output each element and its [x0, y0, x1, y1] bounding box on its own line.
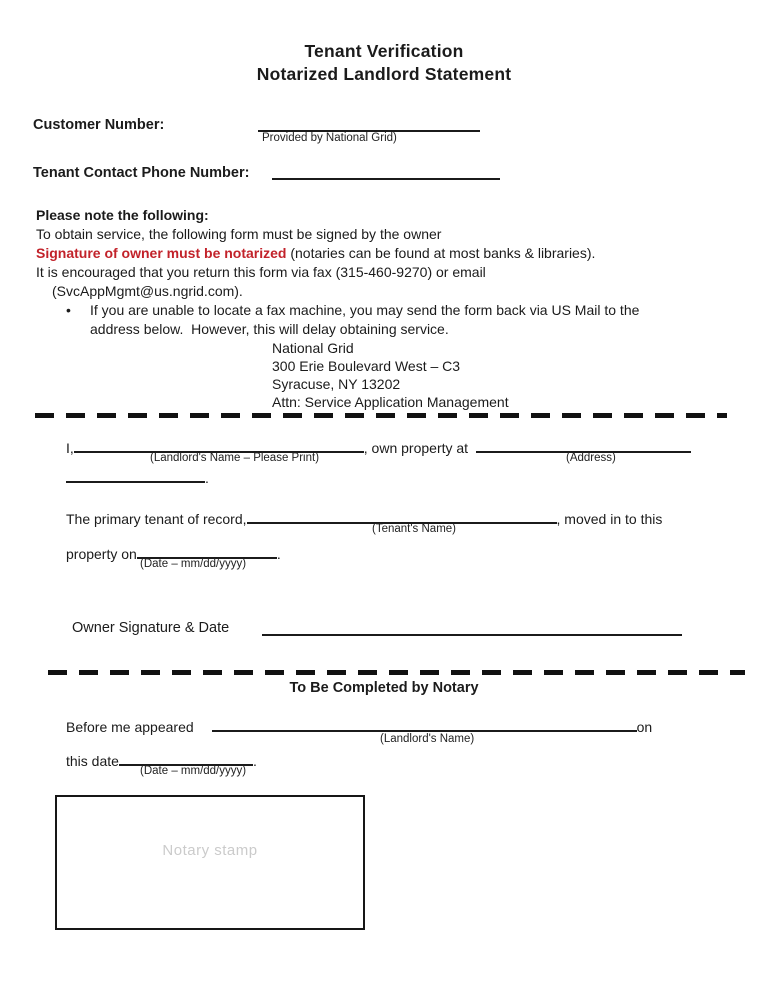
customer-number-field[interactable] [258, 112, 480, 132]
notary-section-title: To Be Completed by Notary [289, 680, 479, 696]
tenant-prefix-text: The primary tenant of record, [66, 511, 247, 527]
property-address-field[interactable] [476, 436, 691, 453]
page-title [0, 40, 768, 86]
dashed-divider-bottom [48, 670, 745, 675]
address-continuation-field[interactable] [66, 466, 205, 483]
owner-signature-field[interactable] [262, 616, 682, 636]
address-line-1: National Grid [272, 340, 354, 356]
address-caption: (Address) [566, 452, 616, 464]
dashed-divider-top [35, 413, 727, 418]
address-line-2: 300 Erie Boulevard West – C3 [272, 358, 461, 374]
notary-landlord-name-field[interactable] [212, 715, 637, 732]
mail-bullet-item [36, 301, 736, 339]
moved-in-text: , moved in to this [556, 511, 663, 527]
own-property-text: , own property at [363, 440, 469, 456]
notes-email: (SvcAppMgmt@us.ngrid.com). [52, 283, 243, 299]
notarize-warning-text: Signature of owner must be notarized [36, 245, 287, 261]
this-date-text: this date [66, 753, 119, 769]
customer-number-caption: Provided by National Grid) [262, 132, 397, 144]
notes-line-1: To obtain service, the following form must be signed by the owner [36, 226, 442, 242]
owner-signature-label: Owner Signature & Date [72, 620, 230, 636]
notary-landlord-caption: (Landlord's Name) [380, 733, 475, 745]
title-line-2: Notarized Landlord Statement [256, 64, 512, 84]
move-in-date-caption: (Date – mm/dd/yyyy) [140, 558, 247, 570]
tenant-phone-label: Tenant Contact Phone Number: [33, 165, 250, 181]
tenant-name-field[interactable] [247, 507, 557, 524]
tenant-statement-line [66, 507, 662, 527]
before-me-line [66, 715, 652, 735]
property-on-text: property on [66, 546, 137, 562]
landlord-name-caption: (Landlord's Name – Please Print) [150, 452, 320, 464]
notes-section [36, 206, 736, 411]
address-line-4: Attn: Service Application Management [272, 394, 509, 410]
notary-date-period: . [252, 753, 257, 769]
notary-stamp-placeholder: Notary stamp [162, 842, 258, 859]
continuation-period: . [205, 470, 209, 486]
notes-line-2 [36, 244, 736, 263]
before-me-text: Before me appeared [66, 719, 194, 735]
move-in-date-field[interactable] [137, 542, 277, 559]
mailing-address [272, 339, 736, 411]
title-line-1: Tenant Verification [304, 41, 464, 61]
notary-date-caption: (Date – mm/dd/yyyy) [140, 765, 247, 777]
landlord-name-field[interactable] [74, 436, 364, 453]
i-prefix: I, [66, 440, 74, 456]
notes-line-3: It is encouraged that you return this form via fax (315-460-9270) or email [36, 264, 486, 280]
tenant-name-caption: (Tenant's Name) [372, 523, 457, 535]
property-period: . [276, 546, 281, 562]
address-continuation-line [66, 466, 209, 486]
tenant-phone-field[interactable] [272, 160, 500, 180]
notarize-warning-rest: (notaries can be found at most banks & libraries). [286, 245, 596, 261]
address-line-3: Syracuse, NY 13202 [272, 376, 401, 392]
notes-heading: Please note the following: [36, 207, 209, 223]
mail-bullet-text: If you are unable to locate a fax machine, you may send the form back via US Mail to the address below. However, this will delay obtaining service. [90, 302, 644, 337]
notary-date-field[interactable] [119, 749, 253, 766]
customer-number-label: Customer Number: [33, 117, 165, 133]
on-suffix-text: on [636, 719, 653, 735]
notary-stamp-box[interactable] [55, 795, 365, 930]
bullet-icon: • [66, 302, 71, 318]
